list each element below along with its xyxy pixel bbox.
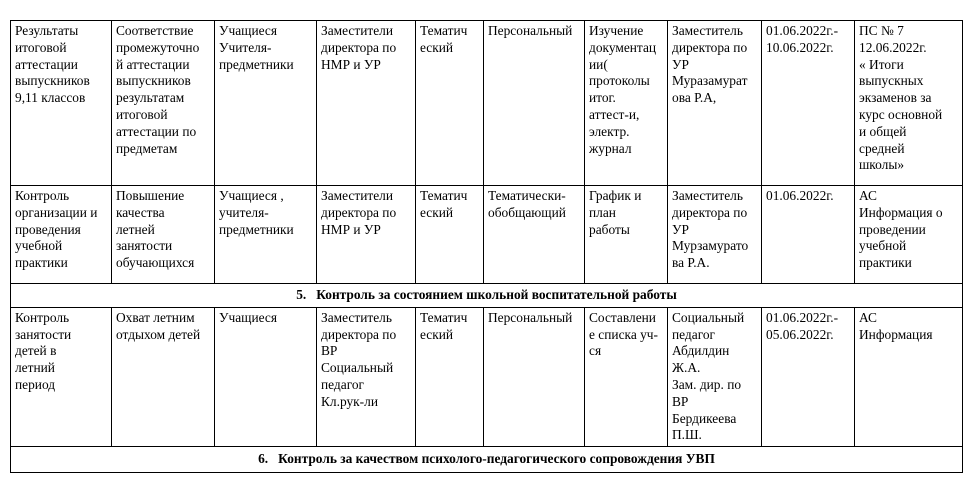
table-cell: Учащиеся xyxy=(215,307,317,446)
section-header-row xyxy=(11,284,963,308)
table-cell: 01.06.2022г. xyxy=(762,186,855,284)
table-cell: Охват летним отдыхом детей xyxy=(112,307,215,446)
table-row xyxy=(11,186,963,284)
table-cell: 01.06.2022г.- 10.06.2022г. xyxy=(762,21,855,186)
section-number: 5. xyxy=(296,287,307,302)
table-cell: Контроль организации и проведения учебной практики xyxy=(11,186,112,284)
table-cell: Персональный xyxy=(484,307,585,446)
control-plan-table xyxy=(10,20,963,473)
section-header-row xyxy=(11,447,963,473)
section-number: 6. xyxy=(258,451,269,467)
section-header xyxy=(11,447,963,473)
table-cell: Заместитель директора по УР Мурзамурато ва Р.А. xyxy=(668,186,762,284)
table-cell: Соответствие промежуточно й аттестации выпускников результатам итоговой аттестации по предметам xyxy=(112,21,215,186)
table-cell: Заместитель директора по УР Муразамурат ова Р.А, xyxy=(668,21,762,186)
table-cell: Заместители директора по НМР и УР xyxy=(317,21,416,186)
table-cell: Изучение документац ии( протоколы итог. аттест-и, электр. журнал xyxy=(585,21,668,186)
table-cell: Повышение качества летней занятости обучающихся xyxy=(112,186,215,284)
table-row xyxy=(11,307,963,446)
table-cell: Тематич еский xyxy=(416,307,484,446)
section-title: Контроль за качеством психолого-педагогического сопровождения УВП xyxy=(278,451,715,467)
table-cell: ПС № 7 12.06.2022г. « Итоги выпускных экзаменов за курс основной и общей средней школы» xyxy=(855,21,963,186)
table-cell: График и план работы xyxy=(585,186,668,284)
table-cell: 01.06.2022г.- 05.06.2022г. xyxy=(762,307,855,446)
table-cell: Тематически- обобщающий xyxy=(484,186,585,284)
table-cell: Заместители директора по НМР и УР xyxy=(317,186,416,284)
table-cell: Результаты итоговой аттестации выпускников 9,11 классов xyxy=(11,21,112,186)
table-cell: АС Информация о проведении учебной практики xyxy=(855,186,963,284)
table-cell: АС Информация xyxy=(855,307,963,446)
table-cell: Тематич еский xyxy=(416,186,484,284)
table-cell: Заместитель директора по ВР Социальный педагог Кл.рук-ли xyxy=(317,307,416,446)
table-cell: Контроль занятости детей в летний период xyxy=(11,307,112,446)
table-row xyxy=(11,21,963,186)
table-cell: Составлени е списка уч- ся xyxy=(585,307,668,446)
table-cell: Учащиеся Учителя- предметники xyxy=(215,21,317,186)
table-cell: Социальный педагог Абдилдин Ж.А. Зам. дир. по ВР Бердикеева П.Ш. xyxy=(668,307,762,446)
table-cell: Тематич еский xyxy=(416,21,484,186)
table-cell: Персональный xyxy=(484,21,585,186)
table-cell: Учащиеся , учителя- предметники xyxy=(215,186,317,284)
section-header xyxy=(11,284,963,308)
section-title: Контроль за состоянием школьной воспитательной работы xyxy=(316,287,677,302)
